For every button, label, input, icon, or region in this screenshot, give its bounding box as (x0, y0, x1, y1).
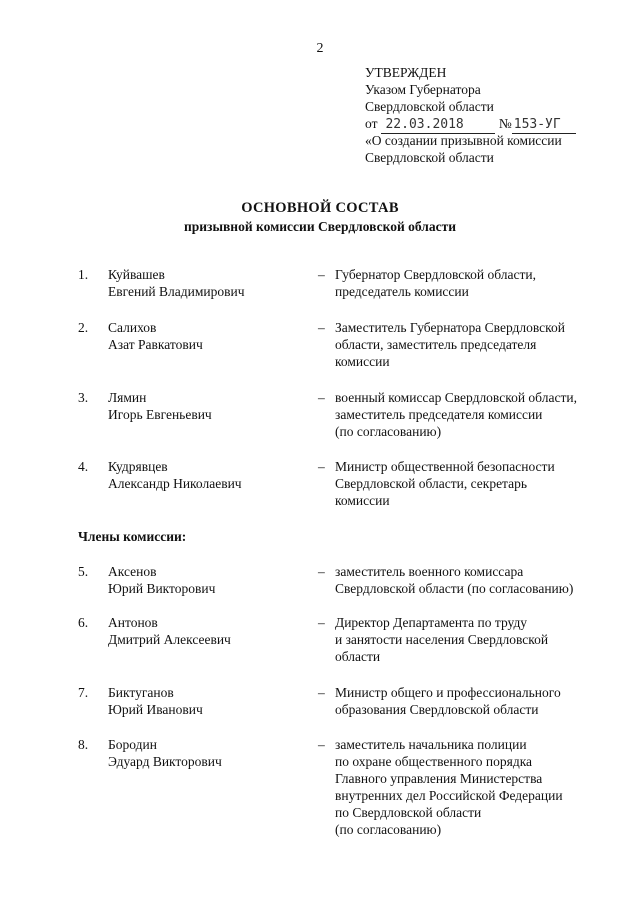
member-name-line: Азат Равкатович (108, 337, 203, 352)
member-position-line: Заместитель Губернатора Свердловской (335, 320, 566, 335)
member-number: 2. (78, 320, 89, 335)
member-position (335, 614, 635, 665)
member-position-line: внутренних дел Российской Федерации (335, 788, 563, 803)
member-position-line: председатель комиссии (335, 284, 469, 299)
member-position-line: области (335, 649, 381, 664)
member-position (335, 563, 635, 597)
member-name-line: Антонов (108, 615, 158, 630)
member-number: 4. (78, 459, 89, 474)
member-position-line: Министр общественной безопасности (335, 459, 555, 474)
member-dash: – (318, 685, 325, 700)
member-position-line: заместитель председателя комиссии (335, 407, 543, 422)
member-name-line: Салихов (108, 320, 157, 335)
member-position-line: Главного управления Министерства (335, 771, 543, 786)
title-sub: призывной комиссии Свердловской области (183, 219, 456, 234)
approval-date-line (365, 115, 635, 132)
approval-line: Свердловской области (365, 99, 494, 114)
member-position-line: (по согласованию) (335, 822, 442, 837)
member-name-line: Дмитрий Алексеевич (108, 632, 231, 647)
member-name-line: Бородин (108, 737, 157, 752)
member-dash: – (318, 267, 325, 282)
member-position (335, 319, 635, 370)
member-position-line: Свердловской области, секретарь (335, 476, 528, 491)
member-number: 6. (78, 615, 89, 630)
member-position (335, 684, 635, 718)
member-name-line: Юрий Иванович (108, 702, 203, 717)
member-dash: – (318, 737, 325, 752)
member-name (108, 389, 308, 423)
member-name-line: Куйвашев (108, 267, 165, 282)
member-name-line: Биктуганов (108, 685, 174, 700)
member-position-line: Директор Департамента по труду (335, 615, 528, 630)
member-position-line: комиссии (335, 354, 390, 369)
member-position-line: по охране общественного порядка (335, 754, 533, 769)
approval-number: 153-УГ (512, 116, 576, 134)
member-dash: – (318, 564, 325, 579)
member-dash: – (318, 390, 325, 405)
member-position (335, 389, 635, 440)
member-name (108, 458, 308, 492)
member-position-line: по Свердловской области (335, 805, 482, 820)
member-position-line: Свердловской области (по согласованию) (335, 581, 574, 596)
member-position (335, 266, 635, 300)
member-number: 1. (78, 267, 89, 282)
member-name-line: Эдуард Викторович (108, 754, 222, 769)
member-position-line: Губернатор Свердловской области, (335, 267, 536, 282)
member-position-line: и занятости населения Свердловской (335, 632, 549, 647)
member-position-line: области, заместитель председателя (335, 337, 537, 352)
date-prefix: от (365, 116, 378, 131)
member-name (108, 684, 308, 718)
member-number: 3. (78, 390, 89, 405)
member-dash: – (318, 459, 325, 474)
member-name-line: Евгений Владимирович (108, 284, 245, 299)
approval-line: Свердловской области (365, 150, 494, 165)
member-name-line: Лямин (108, 390, 147, 405)
member-name-line: Аксенов (108, 564, 157, 579)
member-name (108, 614, 308, 648)
member-name (108, 736, 308, 770)
section-heading-members: Члены комиссии: (78, 529, 187, 544)
member-position-line: комиссии (335, 493, 390, 508)
number-prefix: № (498, 116, 512, 131)
approval-block (365, 64, 635, 166)
member-position (335, 458, 635, 509)
member-name-line: Игорь Евгеньевич (108, 407, 212, 422)
member-name (108, 266, 308, 300)
approval-heading: УТВЕРЖДЕН (365, 65, 447, 80)
page-number: 2 (316, 41, 324, 56)
approval-date: 22.03.2018 (381, 116, 495, 134)
member-position-line: Министр общего и профессионального (335, 685, 561, 700)
approval-line: «О создании призывной комиссии (365, 133, 562, 148)
member-name-line: Юрий Викторович (108, 581, 216, 596)
approval-line: Указом Губернатора (365, 82, 481, 97)
member-position-line: заместитель военного комиссара (335, 564, 524, 579)
member-position-line: (по согласованию) (335, 424, 442, 439)
member-position-line: заместитель начальника полиции (335, 737, 527, 752)
title-main: ОСНОВНОЙ СОСТАВ (241, 200, 399, 216)
member-dash: – (318, 320, 325, 335)
document-title (0, 200, 640, 235)
member-number: 5. (78, 564, 89, 579)
member-name (108, 563, 308, 597)
member-position-line: военный комиссар Свердловской области, (335, 390, 577, 405)
member-position-line: образования Свердловской области (335, 702, 539, 717)
member-name-line: Александр Николаевич (108, 476, 242, 491)
member-position (335, 736, 635, 838)
member-name-line: Кудрявцев (108, 459, 168, 474)
member-number: 8. (78, 737, 89, 752)
member-number: 7. (78, 685, 89, 700)
member-name (108, 319, 308, 353)
member-dash: – (318, 615, 325, 630)
